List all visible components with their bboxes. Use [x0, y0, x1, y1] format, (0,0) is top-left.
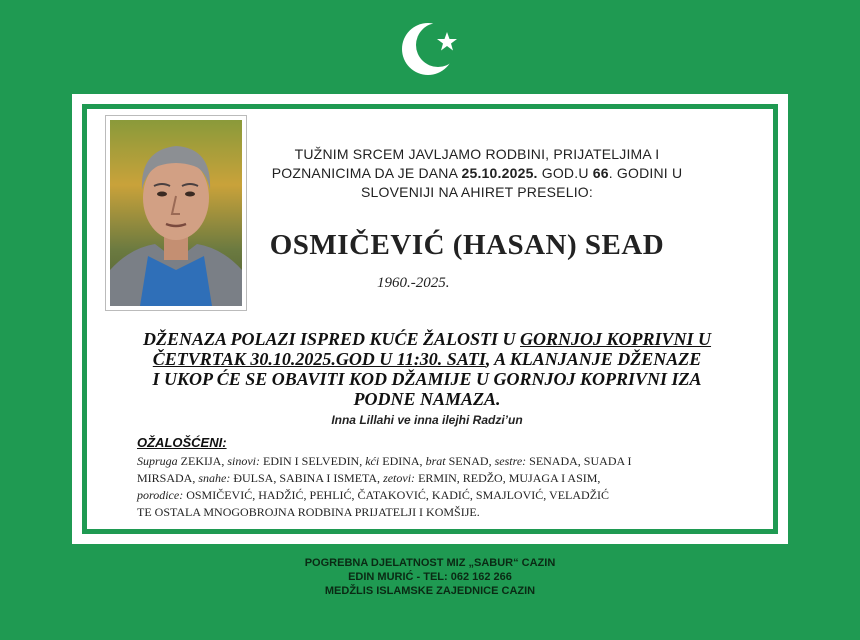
intro-line-1: TUŽNIM SRCEM JAVLJAMO RODBINI, PRIJATELJIMA I [294, 146, 660, 162]
funeral-service-footer [200, 556, 660, 598]
age: 66 [592, 165, 609, 181]
obituary-card [72, 94, 788, 544]
mourners-heading: OŽALOŠĆENI: [137, 435, 227, 450]
deceased-name: OSMIČEVIĆ (HASAN) SEAD [269, 229, 665, 261]
prayer-text: Inna Lillahi ve inna ilejhi Radzi’un [331, 413, 523, 427]
mourners-line-1: Supruga ZEKIJA, sinovi: EDIN I SELVEDIN, kći EDINA, brat SENAD, sestre: SENADA, SUADA I [137, 454, 632, 468]
footer-line-2: EDIN MURIĆ - TEL: 062 162 266 [348, 571, 512, 583]
funeral-details: DŽENAZA POLAZI ISPRED KUĆE ŽALOSTI U GORNJOJ KOPRIVNI U ČETVRTAK 30.10.2025.GOD U 11:30. SATI, A KLANJANJE DŽENAZE I UKOP ĆE SE OBAVITI KOD DŽAMIJE U GORNJOJ KOPRIVNI IZA PODNE NAMAZA. [142, 329, 712, 409]
intro-line-2: POZNANICIMA DA JE DANA 25.10.2025. GOD.U 66. GODINI U [271, 165, 683, 181]
life-years: 1960.-2025. [377, 275, 450, 291]
portrait-photo [105, 115, 247, 311]
portrait-illustration [110, 120, 242, 306]
mourners-line-4: TE OSTALA MNOGOBROJNA RODBINA PRIJATELJI I KOMŠIJE. [137, 505, 480, 519]
card-border [82, 104, 778, 534]
mourners-line-3: porodice: OSMIČEVIĆ, HADŽIĆ, PEHLIĆ, ČATAKOVIĆ, KADIĆ, SMAJLOVIĆ, VELADŽIĆ [137, 488, 610, 502]
intro-line-3: SLOVENIJI NA AHIRET PRESELIO: [361, 184, 593, 200]
mourners-line-2: MIRSADA, snahe: ĐULSA, SABINA I ISMETA, zetovi: ERMIN, REDŽO, MUJAGA I ASIM, [137, 471, 601, 485]
footer-line-3: MEDŽLIS ISLAMSKE ZAJEDNICE CAZIN [324, 585, 536, 597]
announcement-text [267, 145, 687, 202]
death-date: 25.10.2025. [461, 165, 538, 181]
footer-line-1: POGREBNA DJELATNOST MIZ „SABUR“ CAZIN [304, 557, 556, 569]
mourners-list [137, 453, 757, 521]
crescent-star-icon [400, 18, 462, 80]
